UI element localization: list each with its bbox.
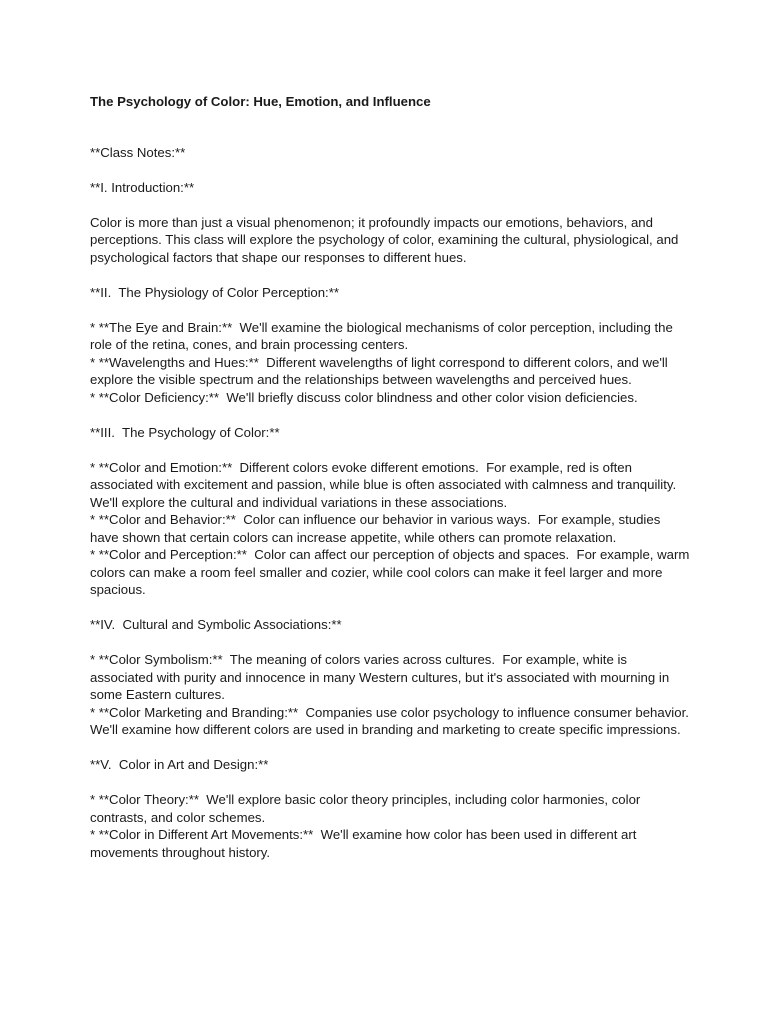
bullet-item: * **Color and Behavior:** Color can influence our behavior in various ways. For example, studies have shown that certain colors can increase appetite, while others can promote relaxation.: [90, 512, 664, 545]
document-page: [90, 93, 697, 861]
bullet-item: * **Color Marketing and Branding:** Companies use color psychology to influence consumer behavior. We'll examine how different colors are used in branding and marketing to create specific impressions.: [90, 704, 697, 737]
document-title: The Psychology of Color: Hue, Emotion, and Influence: [90, 94, 431, 109]
section-heading: **II. The Physiology of Color Perception:**: [90, 284, 339, 300]
section-heading: **I. Introduction:**: [90, 179, 195, 195]
section-cultural: [90, 616, 697, 739]
section-introduction: [90, 179, 690, 267]
section-art-design: [90, 756, 690, 861]
section-heading: **V. Color in Art and Design:**: [90, 757, 269, 772]
section-heading: **IV. Cultural and Symbolic Associations:**: [90, 617, 342, 632]
bullet-item: * **Color Theory:** We'll explore basic color theory principles, including color harmonies, color contrasts, and color schemes.: [90, 792, 644, 825]
bullet-item: * **Color Deficiency:** We'll briefly discuss color blindness and other color vision deficiencies.: [90, 389, 638, 405]
bullet-item: * **Color and Perception:** Color can affect our perception of objects and spaces. For example, warm colors can make a room feel smaller and cozier, while cool colors can make it feel larger and more spacious.: [90, 547, 694, 597]
class-notes-label: **Class Notes:**: [90, 144, 186, 160]
bullet-item: * **Color in Different Art Movements:** We'll examine how color has been used in different art movements throughout history.: [90, 827, 641, 860]
section-psychology: [90, 424, 694, 599]
bullet-item: * **Color Symbolism:** The meaning of colors varies across cultures. For example, white is associated with purity and innocence in many Western cultures, but it's associated with mourning in some Eastern cultures.: [90, 652, 673, 702]
section-paragraph: Color is more than just a visual phenomenon; it profoundly impacts our emotions, behaviors, and perceptions. This class will explore the psychology of color, examining the cultural, physiological, and psychological factors that shape our responses to different hues.: [90, 214, 683, 265]
bullet-item: * **Wavelengths and Hues:** Different wavelengths of light correspond to different colors, and we'll explore the visible spectrum and the relationships between wavelengths and perceived hues.: [90, 354, 672, 387]
bullet-item: * **The Eye and Brain:** We'll examine the biological mechanisms of color perception, including the role of the retina, cones, and brain processing centers.: [90, 319, 677, 352]
section-physiology: [90, 284, 690, 407]
bullet-item: * **Color and Emotion:** Different colors evoke different emotions. For example, red is often associated with excitement and passion, while blue is often associated with calmness and tranquility. We'll explore the cultural and individual variations in these associations.: [90, 459, 684, 510]
section-heading: **III. The Psychology of Color:**: [90, 424, 280, 440]
